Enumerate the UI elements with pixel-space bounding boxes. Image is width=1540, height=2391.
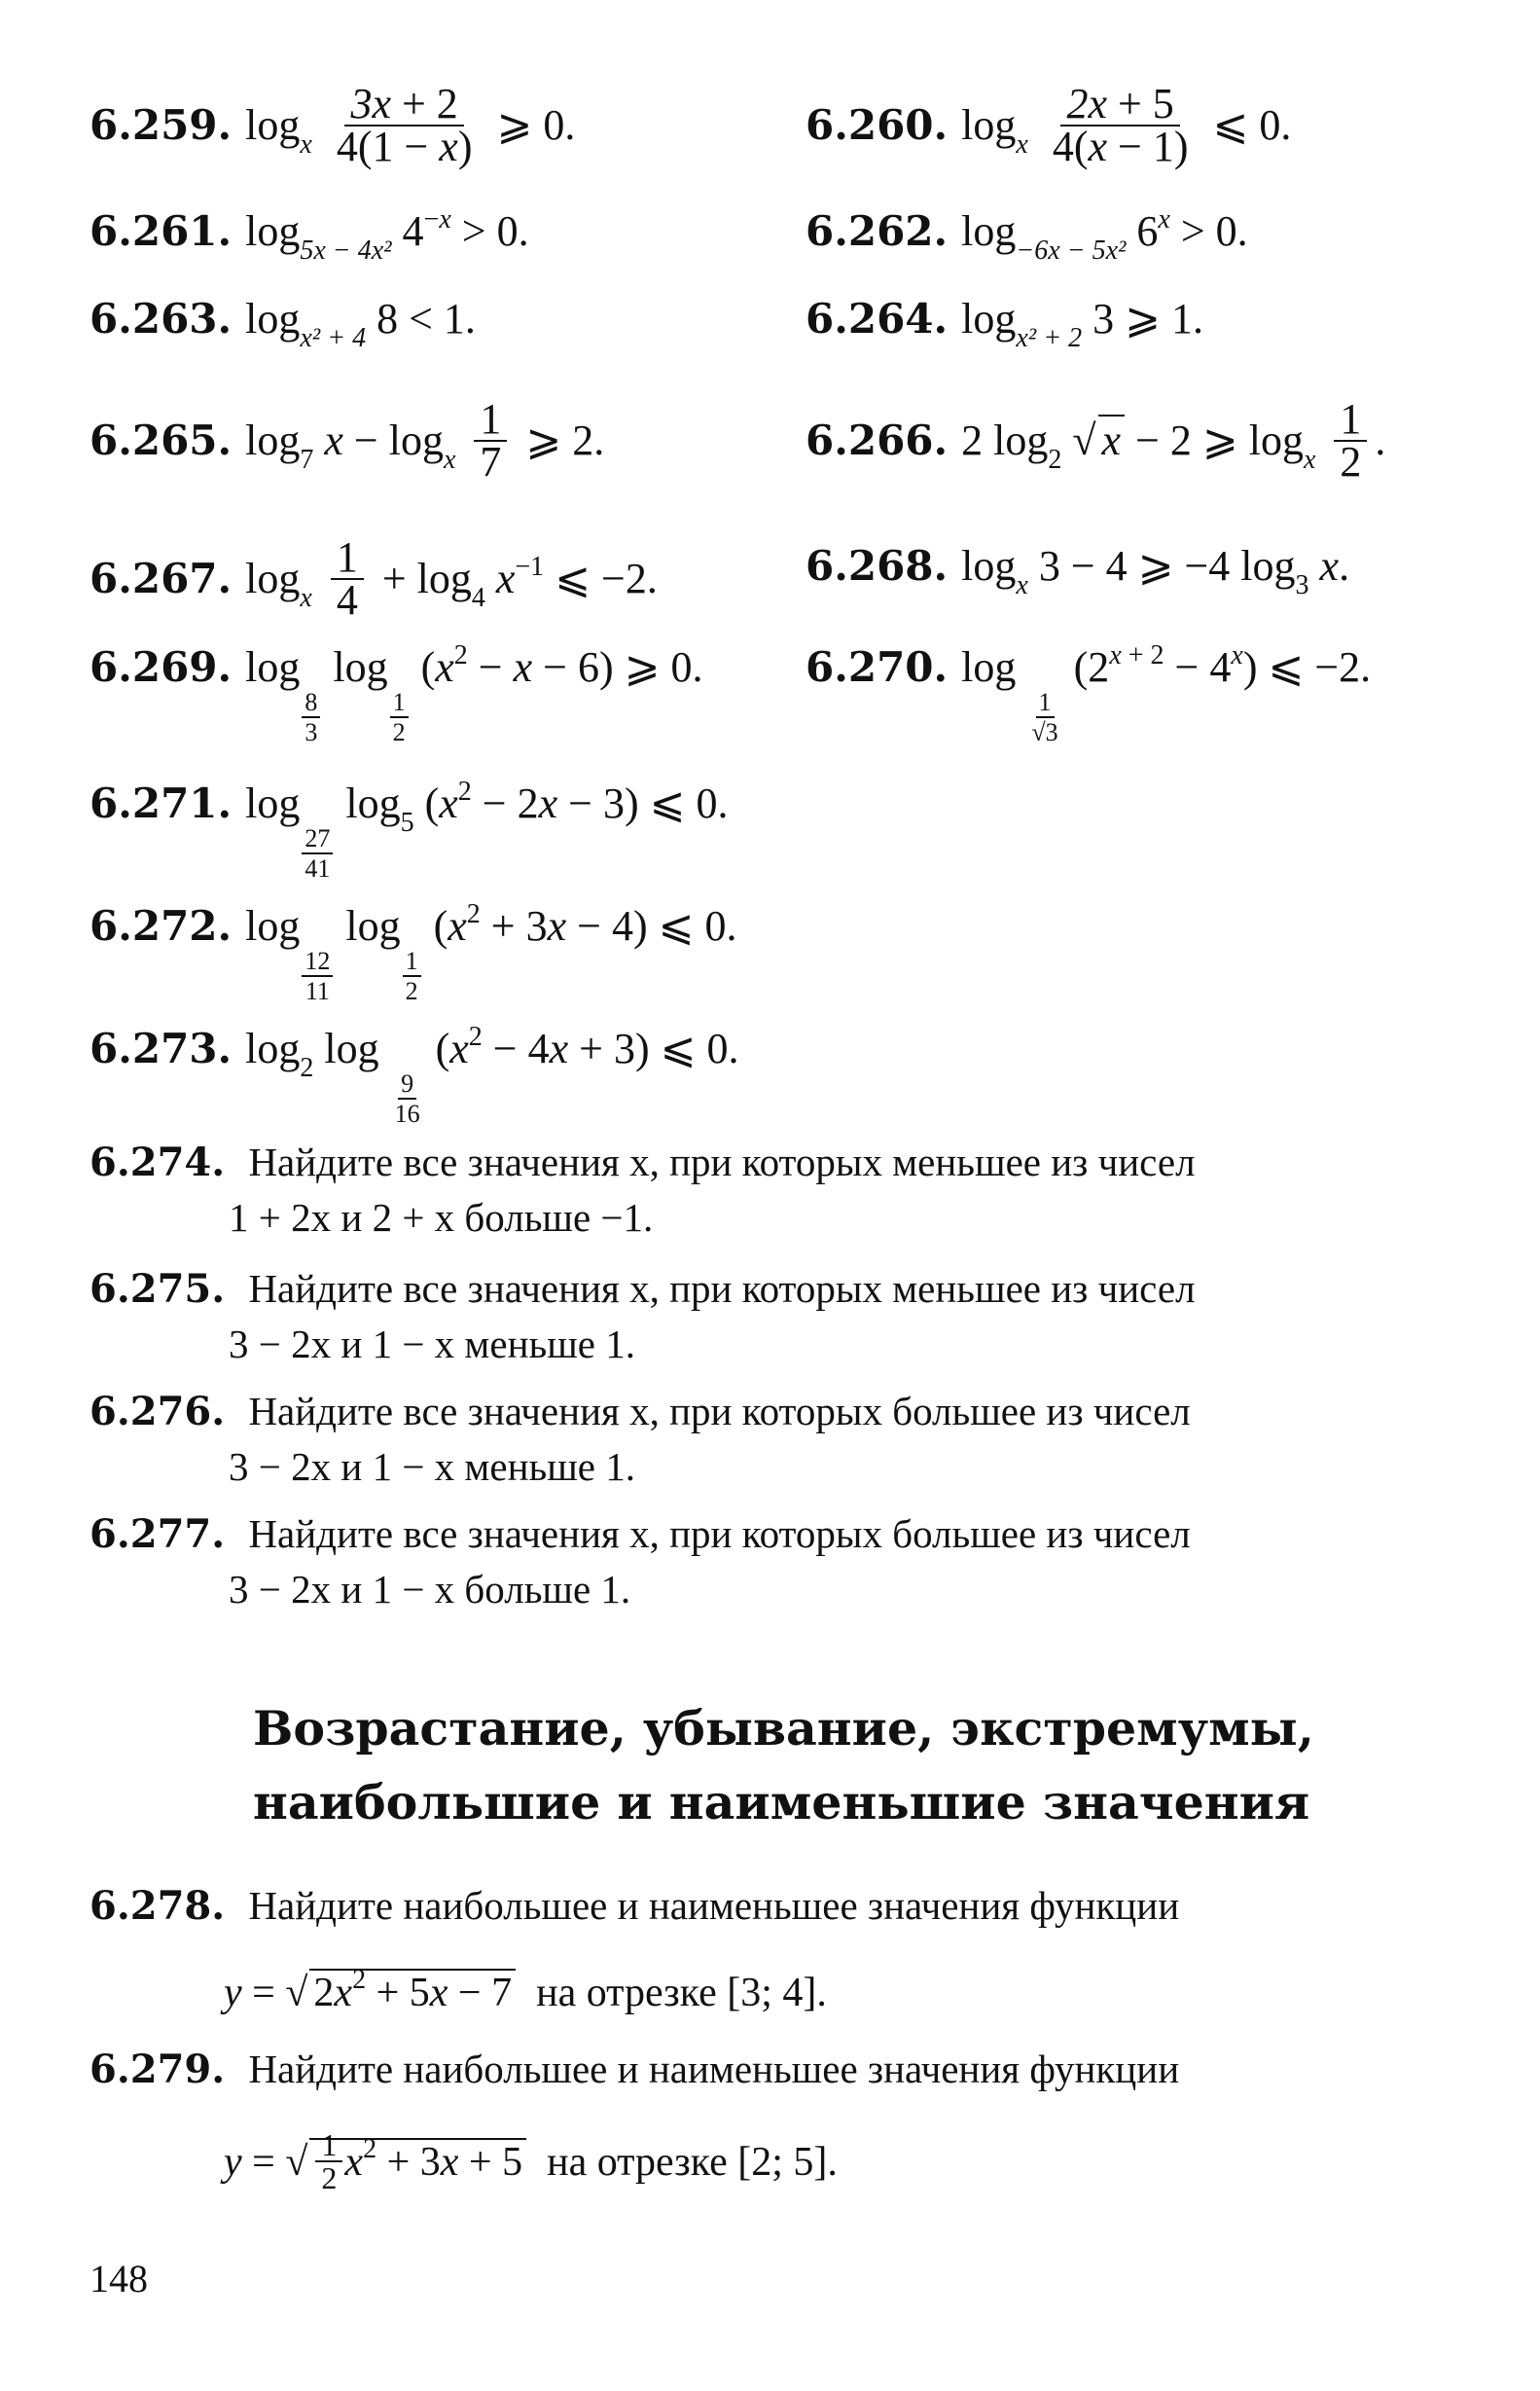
problem-6-277: 6.277. Найдите все значения x, при которых большее из чисел 3 − 2x и 1 − x больше 1.: [90, 1511, 1191, 1612]
problem-6-279: 6.279. Найдите наибольшее и наименьшее значения функции: [90, 2047, 1180, 2092]
problem-6-275: 6.275. Найдите все значения x, при которых меньшее из чисел 3 − 2x и 1 − x меньше 1.: [90, 1266, 1196, 1366]
problem-6-262: 6.262. $\log_{-6x - 5x^2} 6^x > 0$.: [806, 204, 1248, 266]
problem-6-273: 6.273. $\log_2 \log$ $\frac{9}{16}$ $(x^2 - 4x + 3)$ ⩽ 0.: [90, 1022, 739, 1128]
expr-6-265: $\log_7 x - \log_x$ $\frac{1}{7}$ ⩾ 2.: [245, 395, 605, 486]
expr-6-259: $\log_x$ $\frac{3x + 2}{4(1 - x)}$ ⩾ 0.: [245, 80, 576, 170]
problem-6-265: 6.265. $\log_7 x - \log_x$ $\frac{1}{7}$ ⩾ 2.: [90, 395, 605, 486]
expr-6-271: log $\frac{27}{41}$ $\log_5 (x^2 - 2x - 3)$ ⩽ 0.: [245, 777, 729, 883]
problem-6-261: 6.261. $\log_{5x - 4x^2} 4^{-x} > 0$.: [90, 204, 529, 266]
problem-6-264: 6.264. $\log_{x^2 + 2} 3$ ⩾ 1.: [806, 295, 1203, 353]
problem-6-278: 6.278. Найдите наибольшее и наименьшее значения функции: [90, 1883, 1180, 1929]
problem-6-259: 6.259. $\log_x$ $\frac{3x + 2}{4(1 - x)}$ ⩾ 0.: [90, 80, 576, 170]
expr-6-268: $\log_x 3 - 4$ ⩾ −4 $\log_3 x$.: [961, 542, 1350, 600]
formula-6-278: y = √ $2x^2 + 5x - 7$ на отрезке [3; 4].: [224, 1965, 827, 2015]
problem-6-274: 6.274. Найдите все значения x, при которых меньшее из чисел 1 + 2x и 2 + x больше −1.: [90, 1140, 1196, 1240]
problem-6-276: 6.276. Найдите все значения x, при которых большее из чисел 3 − 2x и 1 − x меньше 1.: [90, 1389, 1191, 1489]
problem-6-260: 6.260. $\log_x$ $\frac{2x + 5}{4(x - 1)}$ ⩽ 0.: [806, 80, 1292, 170]
expr-6-272: log $\frac{12}{11}$ log $\frac{1}{2}$ $(x^2 + 3x - 4)$ ⩽ 0.: [245, 899, 737, 1005]
problem-6-263: 6.263. $\log_{x^2 + 4} 8 < 1$.: [90, 295, 476, 353]
section-heading: Возрастание, убывание, экстремумы, наибольшие и наименьшие значения: [253, 1700, 1314, 1830]
formula-6-279: y = √ $\frac{1}{2}$ $x^2 + 3x + 5$ на отрезке [2; 5].: [224, 2127, 838, 2196]
problem-6-266: 6.266. 2 $\log_2$ √ x − 2 ⩾ $\log_x$ $\frac{1}{2}$ .: [806, 395, 1386, 486]
expr-6-269: log $\frac{8}{3}$ log $\frac{1}{2}$ $(x^2 - x - 6)$ ⩾ 0.: [245, 640, 703, 746]
expr-6-260: $\log_x$ $\frac{2x + 5}{4(x - 1)}$ ⩽ 0.: [961, 80, 1292, 170]
expr-6-273: $\log_2 \log$ $\frac{9}{16}$ $(x^2 - 4x + 3)$ ⩽ 0.: [245, 1022, 739, 1128]
page-number: 148: [90, 2257, 148, 2300]
expr-6-267: $\log_x$ $\frac{1}{4}$ + $\log_4 x^{-1}$ ⩽ −2.: [245, 533, 658, 624]
expr-6-270: log $\frac{1}{√3}$ $(2^{x + 2} - 4^x)$ ⩽ −2.: [961, 640, 1372, 746]
problem-6-272: 6.272. log $\frac{12}{11}$ log $\frac{1}{2}$ $(x^2 + 3x - 4)$ ⩽ 0.: [90, 899, 737, 1005]
expr-6-263: $\log_{x^2 + 4} 8 < 1$.: [245, 295, 476, 353]
expr-6-262: $\log_{-6x - 5x^2} 6^x > 0$.: [961, 204, 1248, 266]
expr-6-266: 2 $\log_2$ √ x − 2 ⩾ $\log_x$ $\frac{1}{2}$ .: [961, 395, 1386, 486]
problem-6-267: 6.267. $\log_x$ $\frac{1}{4}$ + $\log_4 x^{-1}$ ⩽ −2.: [90, 533, 658, 624]
expr-6-264: $\log_{x^2 + 2} 3$ ⩾ 1.: [961, 295, 1203, 353]
problem-6-271: 6.271. log $\frac{27}{41}$ $\log_5 (x^2 - 2x - 3)$ ⩽ 0.: [90, 777, 729, 883]
problem-6-268: 6.268. $\log_x 3 - 4$ ⩾ −4 $\log_3 x$.: [806, 542, 1350, 600]
expr-6-261: $\log_{5x - 4x^2} 4^{-x} > 0$.: [245, 204, 529, 266]
problem-6-270: 6.270. log $\frac{1}{√3}$ $(2^{x + 2} - 4^x)$ ⩽ −2.: [806, 640, 1372, 746]
problem-6-269: 6.269. log $\frac{8}{3}$ log $\frac{1}{2}$ $(x^2 - x - 6)$ ⩾ 0.: [90, 640, 703, 746]
